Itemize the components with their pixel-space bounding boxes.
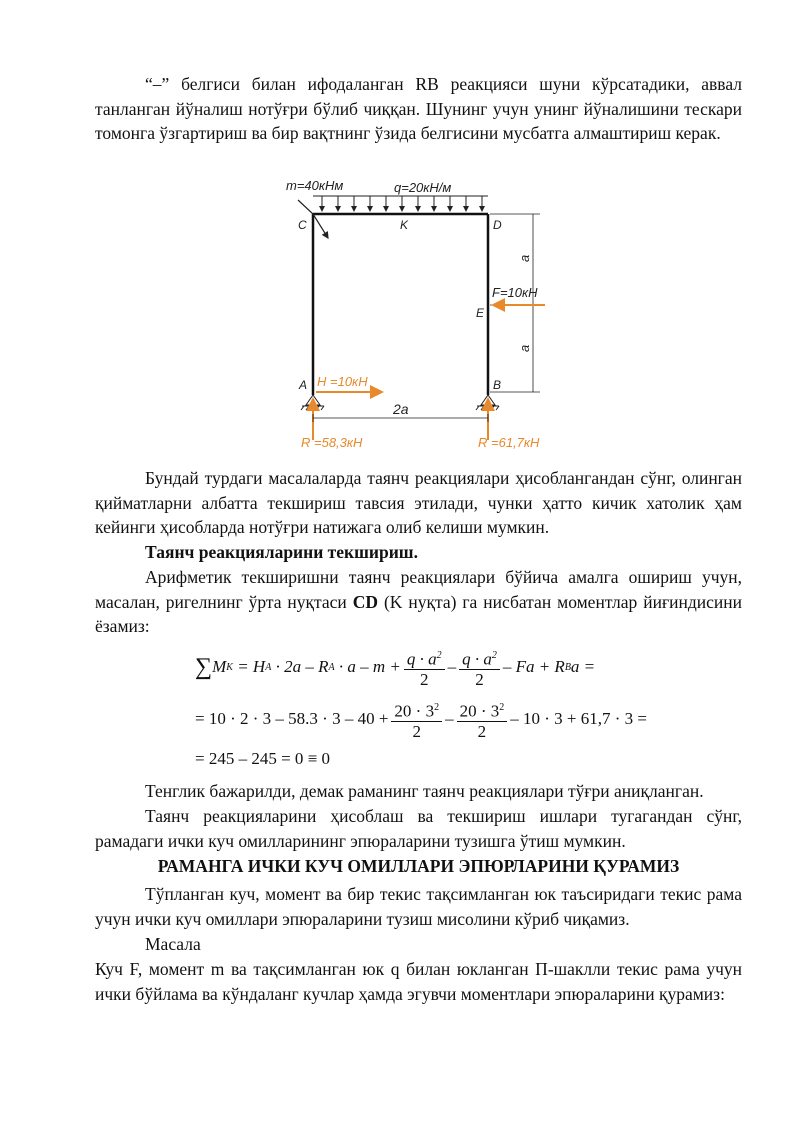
equation-line-3: = 245 – 245 = 0 ≡ 0 (195, 749, 331, 768)
dim-a-top-label: a (517, 254, 532, 262)
load-label: q=20кН/м (394, 180, 452, 195)
problem-label: Масала (145, 934, 201, 954)
check-heading: Таянч реакцияларини текшириш. (145, 542, 418, 562)
eq1-fraction-1: $\frac{q \cdot a^2}{2}$ (404, 646, 445, 689)
arith-paragraph: Арифметик текширишни таянч реакциялари бўйича амалга ошириш учун, масалан, ригелнинг ўрта нуқтаси CD (K нуқта) га нисбатан моментлар йиғиндисини ёзамиз: (95, 567, 742, 637)
rb-label: R =61,7кН (478, 435, 540, 450)
next-step-paragraph: Таянч реакцияларини ҳисоблаш ва текшириш ишлари тугагандан сўнг, рамадаги ички куч омилларининг эпюраларини тузишга ўтиш мумкин. (95, 806, 742, 851)
h-label: H =10кН (317, 374, 368, 389)
eq1-fraction-2: $\frac{q \cdot a^2}{2}$ (459, 646, 500, 689)
point-e-label: E (476, 306, 485, 320)
point-b-label: B (493, 378, 502, 392)
dim-a-bottom-label: a (517, 344, 532, 352)
force-f-label: F=10кН (492, 285, 538, 300)
ra-label: R =58,3кН (301, 435, 363, 450)
eq2-fraction-2: $\frac{20 \cdot 3^2}{2}$ (457, 698, 508, 741)
eq2-fraction-1: $\frac{20 \cdot 3^2}{2}$ (391, 698, 442, 741)
problem-paragraph: Куч F, момент m ва тақсимланган юк q билан юкланган П-шаклли текис рама учун ички бўйлама ва кўндаланг кучлар ҳамда эгувчи моментлари эпюраларини қурамиз: (95, 959, 742, 1004)
point-d-label: D (493, 218, 502, 232)
equation-line-2: = 10 · 2 · 3 – 58.3 · 3 – 40 + $\frac{20 \cdot 3^2}{2}$ – $\frac{20 \cdot 3^2}{2}$ – 10 · 3 + 61,7 · 3 = (195, 698, 647, 741)
point-a-label: A (299, 378, 308, 392)
frame-diagram (280, 172, 570, 462)
point-k-label: K (400, 218, 409, 232)
moment-label: m=40кНм (286, 178, 344, 193)
section-heading: РАМАНГА ИЧКИ КУЧ ОМИЛЛАРИ ЭПЮРЛАРИНИ ҚУРАМИЗ (157, 856, 680, 876)
equation-line-1: ∑ M K = H A · 2a – R A · a – m + $\frac{q \cdot a^2}{2}$ – $\frac{q \cdot a^2}{2}$ – Fa + R B a = (195, 646, 595, 689)
intro-paragraph: “–” белгиси билан ифодаланган RB реакцияси шуни кўрсатадики, аввал танланган йўналиш нотўғри бўлиб чиққан. Шунинг учун унинг йўналишини тескари томонга ўзгартириш ва бир вақтнинг ўзида белгисини мусбатга алмаштириш керак. (95, 74, 742, 144)
distributed-load-arrows (322, 196, 482, 211)
equality-paragraph: Тенглик бажарилди, демак раманинг таянч реакциялари тўғри аниқланган. (145, 781, 704, 801)
dim-2a-label: 2a (393, 401, 409, 417)
example-paragraph: Тўпланган куч, момент ва бир текис тақсимланган юк таъсиридаги текис рама учун ички куч омиллари эпюраларини тузиш мисолини кўриб чиқамиз. (95, 884, 742, 929)
point-c-label: C (298, 218, 307, 232)
check-advice-paragraph: Бундай турдаги масалаларда таянч реакциялари ҳисоблангандан сўнг, олинган қийматларни албатта текшириш тавсия этилади, чунки ҳатто кичик хатолик ҳам кейинги ҳисобларда нотўғри натижага олиб келиши мумкин. (95, 468, 742, 538)
